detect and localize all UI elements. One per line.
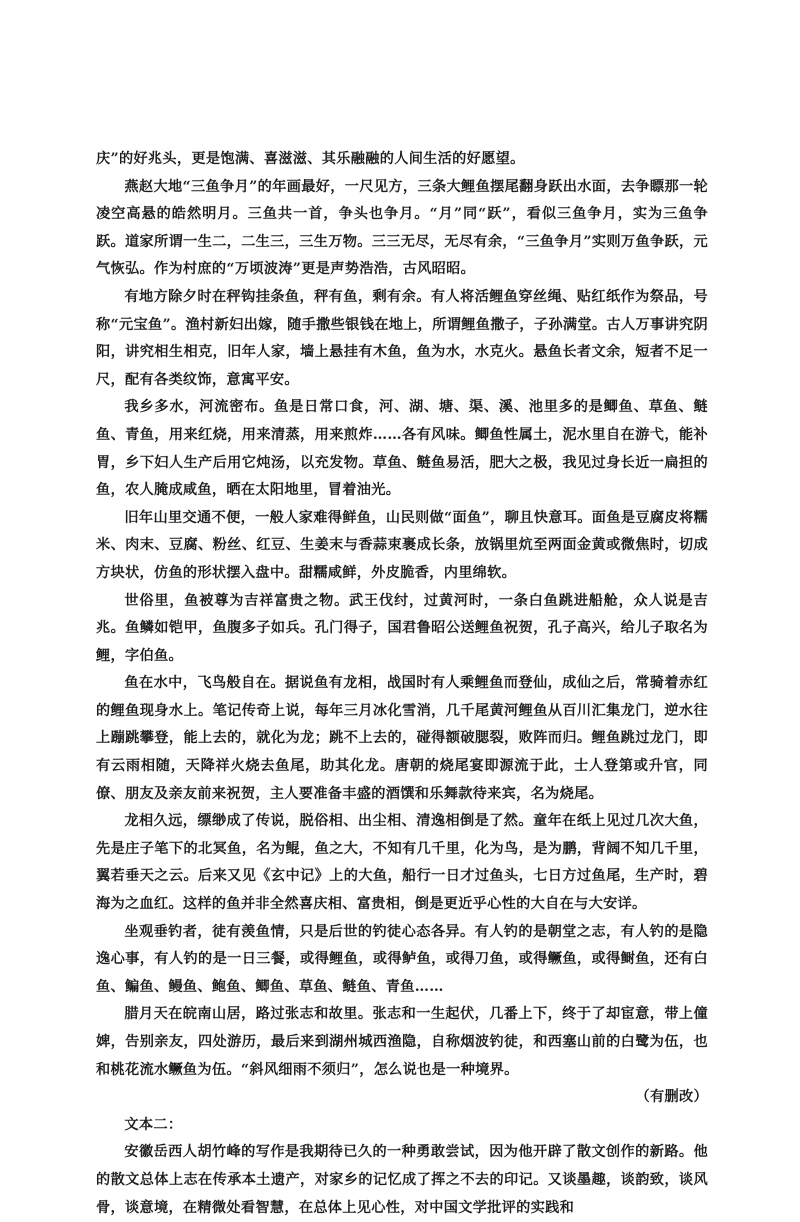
paragraph-4: 我乡多水，河流密布。鱼是日常口食，河、湖、塘、渠、溪、池里多的是鲫鱼、草鱼、鲢鱼、青鱼，用来红烧，用来清蒸，用来煎炸……各有风味。鲫鱼性属土，泥水里自在游弋，能补胃，乡下妇人生产后用它炖汤，以充发物。草鱼、鲢鱼易活，肥大之极，我见过身长近一扁担的鱼，农人腌成咸鱼，晒在太阳地里，冒着油光。 <box>96 399 708 499</box>
paragraph-1: 庆”的好兆头，更是饱满、喜滋滋、其乐融融的人间生活的好愿望。 <box>96 151 525 167</box>
paragraph-6: 世俗里，鱼被尊为吉祥富贵之物。武王伐纣，过黄河时，一条白鱼跳进船舱，众人说是吉兆。鱼鳞如铠甲，鱼腹多子如兵。孔门得子，国君鲁昭公送鲤鱼祝贺，孔子高兴，给儿子取名为鲤，字伯鱼。 <box>96 592 708 664</box>
paragraph-8: 龙相久远，缥缈成了传说，脱俗相、出尘相、清逸相倒是了然。童年在纸上见过几次大鱼，先是庄子笔下的北冥鱼，名为鲲，鱼之大，不知有几千里，化为鸟，是为鹏，背阔不知几千里，翼若垂天之云。后来又见《玄中记》上的大鱼，船行一日才过鱼头，七日方过鱼尾，生产时，碧海为之血红。这样的鱼并非全然喜庆相、富贵相，倒是更近乎心性的大自在与大安详。 <box>96 813 708 913</box>
text2-paragraph: 安徽岳西人胡竹峰的写作是我期待已久的一种勇敢尝试，因为他开辟了散文创作的新路。他的散文总体上志在传承本土遗产，对家乡的记忆成了挥之不去的印记。又谈墨趣，谈韵致，谈风骨，谈意境，在精微处看智慧，在总体上见心性，对中国文学批评的实践和 <box>96 1144 708 1216</box>
paragraph-3: 有地方除夕时在秤钩挂条鱼，秤有鱼，剩有余。有人将活鲤鱼穿丝绳、贴红纸作为祭品，号称“元宝鱼”。渔村新妇出嫁，随手撒些银钱在地上，所谓鲤鱼撒子，子孙满堂。古人万事讲究阴阳，讲究相生相克，旧年人家，墙上悬挂有木鱼，鱼为水，水克火。悬鱼长者文余，短者不足一尺，配有各类纹饰，意寓平安。 <box>96 288 708 388</box>
paragraph-7: 鱼在水中，飞鸟般自在。据说鱼有龙相，战国时有人乘鲤鱼而登仙，成仙之后，常骑着赤红的鲤鱼现身水上。笔记传奇上说，每年三月冰化雪消，几千尾黄河鲤鱼从百川汇集龙门，逆水往上蹦跳攀登，能上去的，就化为龙；跳不上去的，碰得额破腮裂，败阵而归。鲤鱼跳过龙门，即有云雨相随，天降祥火烧去鱼尾，助其化龙。唐朝的烧尾宴即源流于此，士人登第或升官，同僚、朋友及亲友前来祝贺，主人要准备丰盛的酒馔和乐舞款待来宾，名为烧尾。 <box>96 675 708 802</box>
paragraph-9: 坐观垂钓者，徒有羡鱼情，只是后世的钓徒心态各异。有人钓的是朝堂之志，有人钓的是隐逸心事，有人钓的是一日三餐，或得鲤鱼，或得鲈鱼，或得刀鱼，或得鳜鱼，或得鲥鱼，还有白鱼、鳊鱼、鳗鱼、鲍鱼、鲫鱼、草鱼、鲢鱼、青鱼…… <box>96 923 708 995</box>
document-body <box>96 146 708 1222</box>
paragraph-10: 腊月天在皖南山居，路过张志和故里。张志和一生起伏，几番上下，终于了却宦意，带上僮婢，告别亲友，四处游历，最后来到湖州城西渔隐，自称烟波钓徒，和西塞山前的白鹭为伍，也和桃花流水鳜鱼为伍。“斜风细雨不须归”，怎么说也是一种境界。 <box>96 1006 708 1078</box>
paragraph-5: 旧年山里交通不便，一般人家难得鲜鱼，山民则做“面鱼”，聊且快意耳。面鱼是豆腐皮将糯米、肉末、豆腐、粉丝、红豆、生姜末与香蒜束裹成长条，放锅里炕至两面金黄或微焦时，切成方块状，仿鱼的形状摆入盘中。甜糯咸鲜，外皮脆香，内里绵软。 <box>96 509 708 581</box>
source-note: （有删改） <box>635 1089 708 1106</box>
text2-heading: 文本二： <box>124 1116 183 1133</box>
paragraph-2: 燕赵大地“三鱼争月”的年画最好，一尺见方，三条大鲤鱼摆尾翻身跃出水面，去争瞟那一轮凌空高悬的皓然明月。三鱼共一首，争头也争月。“月”同“跃”，看似三鱼争月，实为三鱼争跃。道家所谓一生二，二生三，三生万物。三三无尽，无尽有余，“三鱼争月”实则万鱼争跃，元气恢弘。作为村庶的“万顷波涛”更是声势浩浩，古风昭昭。 <box>96 178 708 278</box>
